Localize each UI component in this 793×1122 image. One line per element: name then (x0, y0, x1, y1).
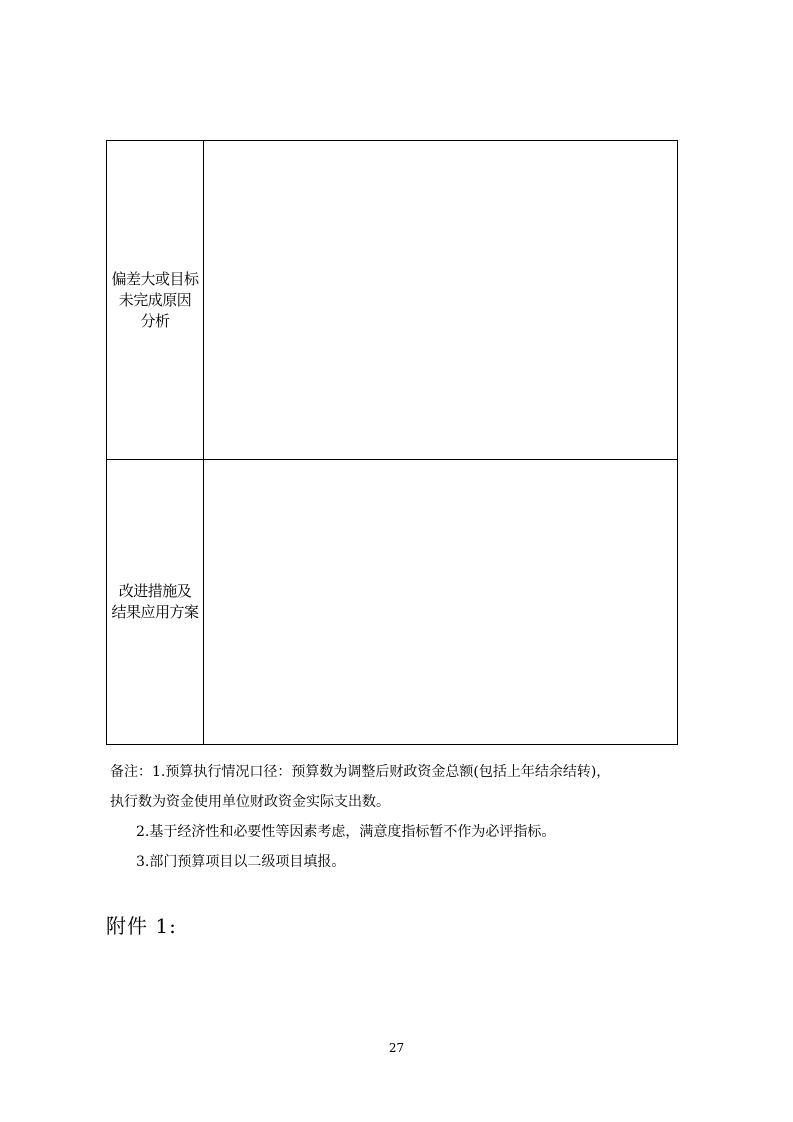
notes-section (110, 757, 700, 877)
note-line-4: 3.部门预算项目以二级项目填报。 (136, 854, 346, 870)
page-number: 27 (388, 1041, 405, 1055)
improvement-plan-label: 改进措施及 结果应用方案 (107, 460, 204, 745)
note-line-3: 2.基于经济性和必要性等因素考虑，满意度指标暂不作为必评指标。 (136, 824, 556, 840)
attachment-heading: 附件 1: (106, 914, 177, 938)
deviation-analysis-content[interactable] (204, 141, 678, 460)
table-row (107, 141, 678, 460)
deviation-analysis-label: 偏差大或目标 未完成原因 分析 (107, 141, 204, 460)
evaluation-table (106, 140, 678, 745)
table-row (107, 460, 678, 745)
note-line-1: 备注：1.预算执行情况口径：预算数为调整后财政资金总额(包括上年结余结转)， (110, 764, 611, 780)
note-line-2: 执行数为资金使用单位财政资金实际支出数。 (110, 794, 390, 810)
improvement-plan-content[interactable] (204, 460, 678, 745)
